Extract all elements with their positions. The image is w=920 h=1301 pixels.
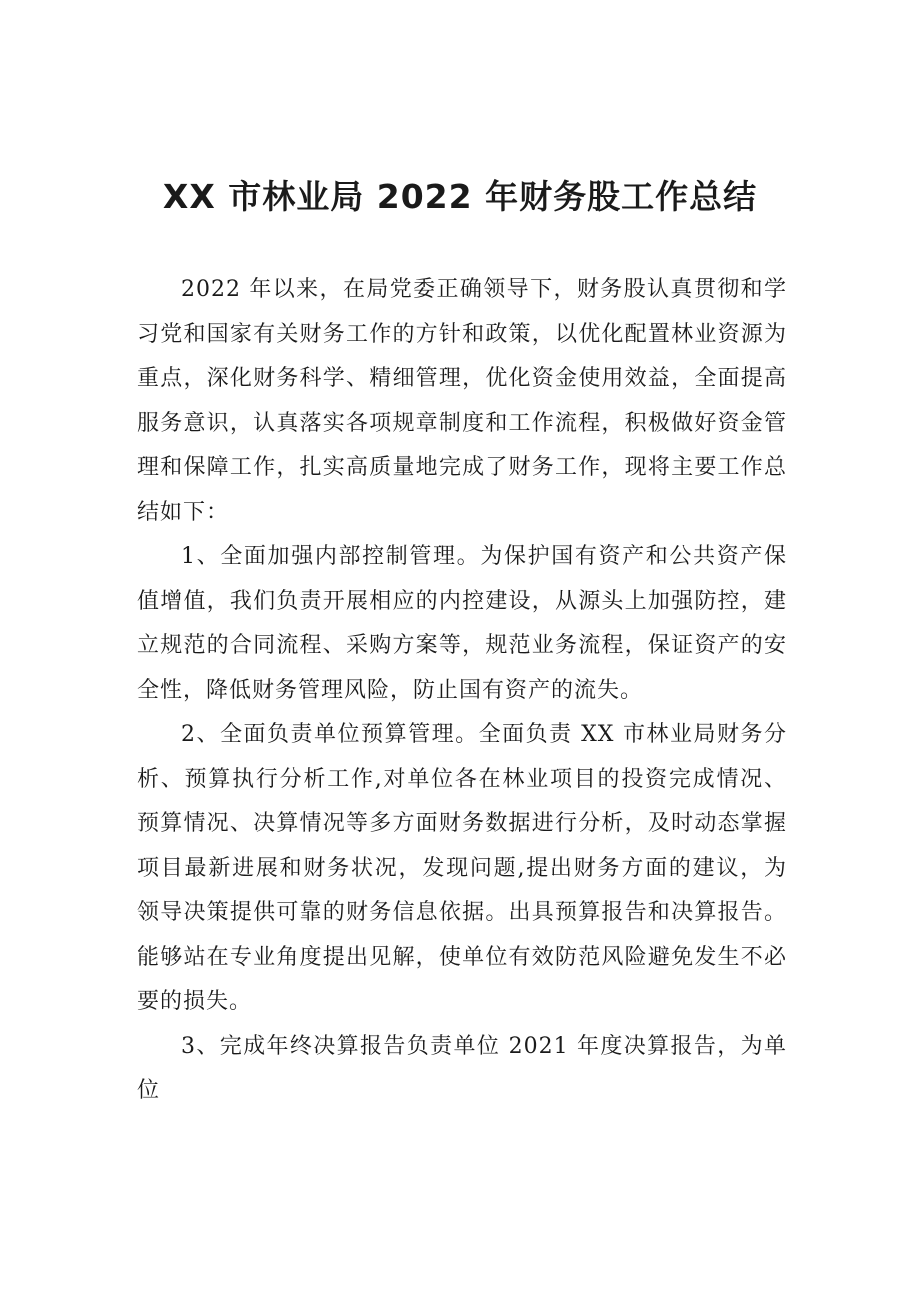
document-body <box>137 268 787 1114</box>
paragraph-item-1: 1、全面加强内部控制管理。为保护国有资产和公共资产保值增值，我们负责开展相应的内控建设，从源头上加强防控，建立规范的合同流程、采购方案等，规范业务流程，保证资产的安全性，降低财务管理风险，防止国有资产的流失。 <box>137 544 787 703</box>
paragraph-item-2: 2、全面负责单位预算管理。全面负责 XX 市林业局财务分析、预算执行分析工作,对单位各在林业项目的投资完成情况、预算情况、决算情况等多方面财务数据进行分析，及时动态掌握项目最新进展和财务状况，发现问题,提出财务方面的建议，为领导决策提供可靠的财务信息依据。出具预算报告和决算报告。能够站在专业角度提出见解，使单位有效防范风险避免发生不必要的损失。 <box>137 722 787 1014</box>
document-title: XX 市林业局 2022 年财务股工作总结 <box>162 177 758 216</box>
paragraph-intro: 2022 年以来，在局党委正确领导下，财务股认真贯彻和学习党和国家有关财务工作的方针和政策，以优化配置林业资源为重点，深化财务科学、精细管理，优化资金使用效益，全面提高服务意识，认真落实各项规章制度和工作流程，积极做好资金管理和保障工作，扎实高质量地完成了财务工作，现将主要工作总结如下： <box>137 277 787 525</box>
paragraph-item-3: 3、完成年终决算报告负责单位 2021 年度决算报告，为单位 <box>137 1033 787 1103</box>
